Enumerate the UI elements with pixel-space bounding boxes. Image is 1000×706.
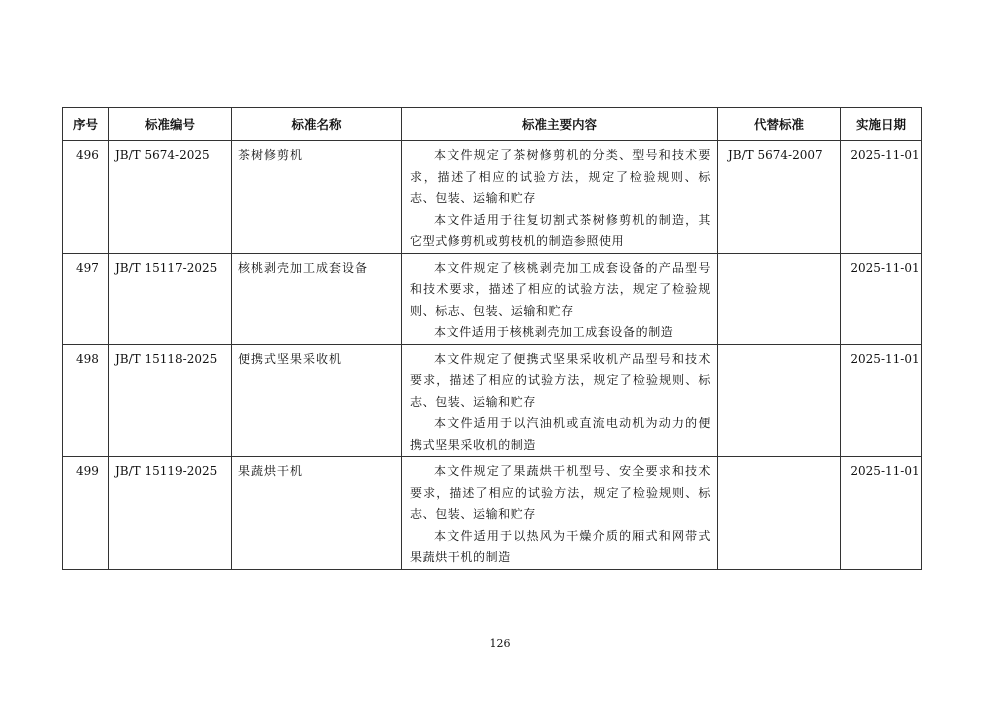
table-row xyxy=(63,141,922,254)
cell-name: 核桃剥壳加工成套设备 xyxy=(232,253,402,344)
cell-content xyxy=(402,344,718,457)
cell-code: JB/T 15117-2025 xyxy=(109,253,232,344)
cell-code: JB/T 5674-2025 xyxy=(109,141,232,254)
cell-content xyxy=(402,253,718,344)
header-date: 实施日期 xyxy=(841,108,922,141)
content-paragraph: 本文件适用于核桃剥壳加工成套设备的制造 xyxy=(434,325,674,339)
cell-date: 2025-11-01 xyxy=(841,141,922,254)
cell-replace: JB/T 5674-2007 xyxy=(718,141,841,254)
header-content: 标准主要内容 xyxy=(402,108,718,141)
header-replace: 代替标准 xyxy=(718,108,841,141)
cell-content xyxy=(402,141,718,254)
content-paragraph: 本文件规定了核桃剥壳加工成套设备的产品型号和技术要求，描述了相应的试验方法，规定了检验规则、标志、包装、运输和贮存 xyxy=(410,260,711,318)
cell-replace xyxy=(718,344,841,457)
cell-code: JB/T 15118-2025 xyxy=(109,344,232,457)
cell-name: 便携式坚果采收机 xyxy=(232,344,402,457)
header-no: 序号 xyxy=(63,108,109,141)
header-code: 标准编号 xyxy=(109,108,232,141)
cell-no: 498 xyxy=(63,344,109,457)
cell-no: 499 xyxy=(63,457,109,570)
content-paragraph: 本文件适用于以汽油机或直流电动机为动力的便携式坚果采收机的制造 xyxy=(410,416,711,452)
cell-replace xyxy=(718,253,841,344)
cell-date: 2025-11-01 xyxy=(841,253,922,344)
header-name: 标准名称 xyxy=(232,108,402,141)
cell-date: 2025-11-01 xyxy=(841,457,922,570)
table-row xyxy=(63,344,922,457)
content-paragraph: 本文件规定了茶树修剪机的分类、型号和技术要求，描述了相应的试验方法，规定了检验规则、标志、包装、运输和贮存 xyxy=(410,148,711,205)
cell-content xyxy=(402,457,718,570)
table-row xyxy=(63,457,922,570)
cell-no: 497 xyxy=(63,253,109,344)
header-row xyxy=(63,108,922,141)
cell-replace xyxy=(718,457,841,570)
cell-name: 茶树修剪机 xyxy=(232,141,402,254)
standards-table xyxy=(62,107,922,570)
page-number: 126 xyxy=(489,637,511,650)
content-paragraph: 本文件规定了果蔬烘干机型号、安全要求和技术要求，描述了相应的试验方法，规定了检验规则、标志、包装、运输和贮存 xyxy=(410,464,711,521)
content-paragraph: 本文件适用于以热风为干燥介质的厢式和网带式果蔬烘干机的制造 xyxy=(410,528,711,564)
cell-name: 果蔬烘干机 xyxy=(232,457,402,570)
content-paragraph: 本文件适用于往复切割式茶树修剪机的制造，其它型式修剪机或剪枝机的制造参照使用 xyxy=(410,212,711,248)
cell-date: 2025-11-01 xyxy=(841,344,922,457)
cell-no: 496 xyxy=(63,141,109,254)
table-row xyxy=(63,253,922,344)
content-paragraph: 本文件规定了便携式坚果采收机产品型号和技术要求，描述了相应的试验方法，规定了检验规则、标志、包装、运输和贮存 xyxy=(410,351,711,409)
cell-code: JB/T 15119-2025 xyxy=(109,457,232,570)
